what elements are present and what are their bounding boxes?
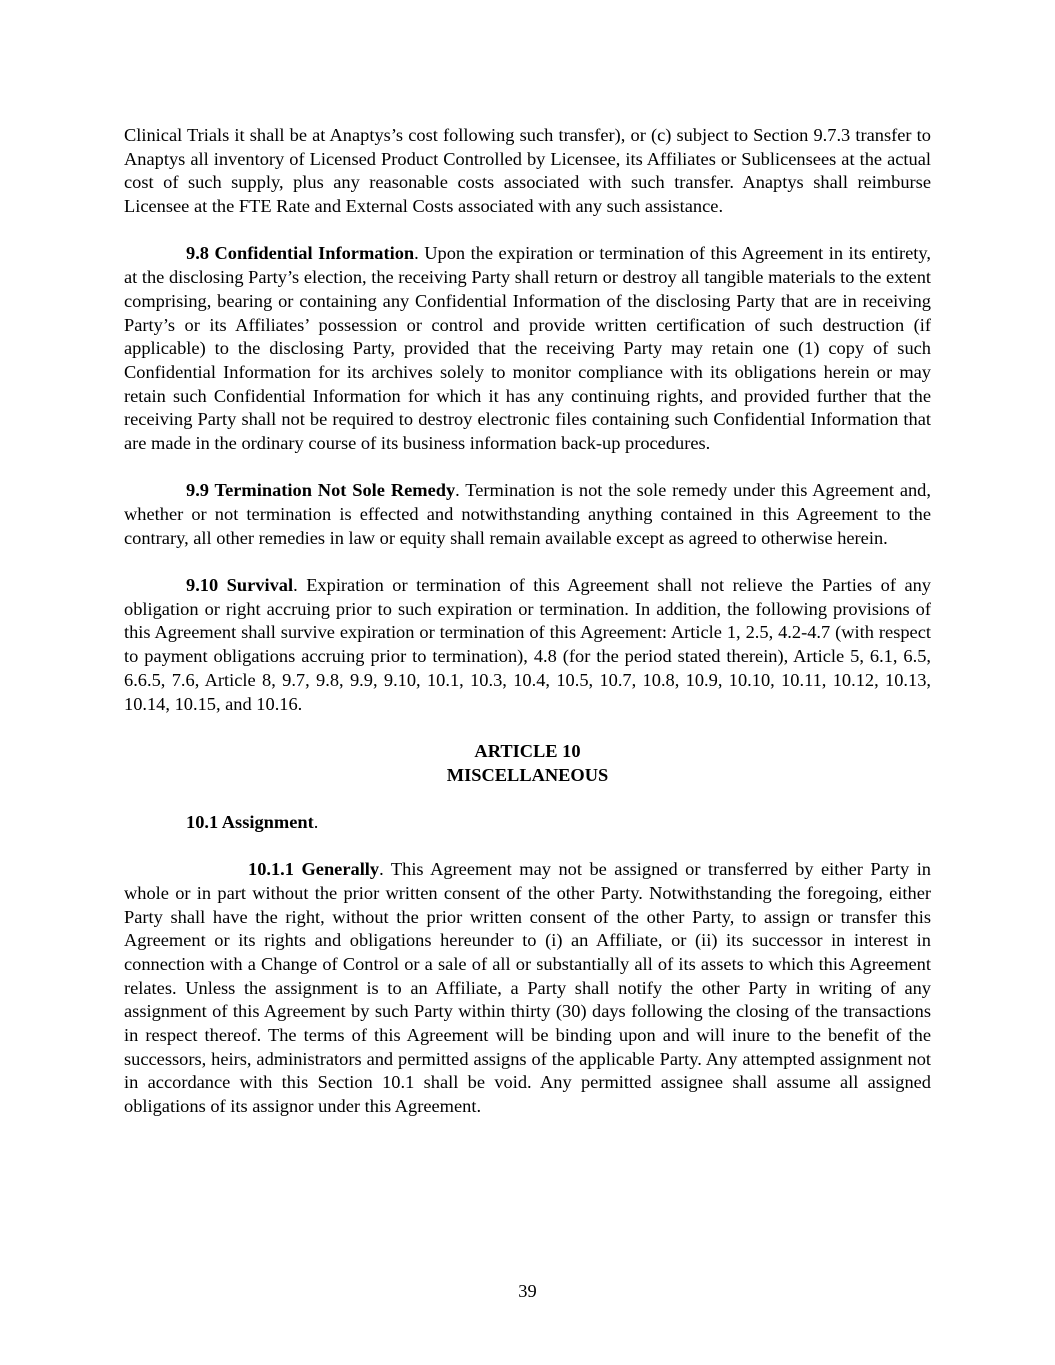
- section-9-8-text: . Upon the expiration or termination of this Agreement in its entirety, at the disclosing Party’s election, the receiving Party shall return or destroy all tangible materials to the extent comprising, bearing or containing any Confidential Information of the disclosing Party that are in receiving Party’s or its Affiliates’ possession or control and provide written certification of such destruction (if applicable) to the disclosing Party, provided that the receiving Party may retain one (1) copy of such Confidential Information for its archives solely to monitor compliance with its obligations herein or may retain such Confidential Information for which it has any continuing rights, and provided further that the receiving Party shall not be required to destroy electronic files containing such Confidential Information that are made in the ordinary course of its business information back-up procedures.: [124, 243, 931, 454]
- section-9-10-text: . Expiration or termination of this Agreement shall not relieve the Parties of any obligation or right accruing prior to such expiration or termination. In addition, the following provisions of this Agreement shall survive expiration or termination of this Agreement: Article 1, 2.5, 4.2-4.7 (with respect to payment obligations accruing prior to termination), 4.8 (for the period stated therein), Article 5, 6.1, 6.5, 6.6.5, 7.6, Article 8, 9.7, 9.8, 9.9, 9.10, 10.1, 10.3, 10.4, 10.5, 10.7, 10.8, 10.9, 10.10, 10.11, 10.12, 10.13, 10.14, 10.15, and 10.16.: [124, 575, 931, 714]
- section-9-9-heading: 9.9 Termination Not Sole Remedy: [186, 480, 456, 501]
- article-number: ARTICLE 10: [474, 740, 581, 761]
- section-10-1-paragraph: [124, 811, 931, 835]
- section-10-1-heading: 10.1 Assignment: [186, 811, 314, 832]
- article-heading: [124, 740, 931, 787]
- section-10-1-1-text: . This Agreement may not be assigned or transferred by either Party in whole or in part without the prior written consent of the other Party. Notwithstanding the foregoing, either Party shall have the right, without the prior written consent of the other Party, to assign or transfer this Agreement or its rights and obligations hereunder to (i) an Affiliate, or (ii) its successor in interest in connection with a Change of Control or a sale of all or substantially all of its assets to which this Agreement relates. Unless the assignment is to an Affiliate, a Party shall notify the other Party in writing of any assignment of this Agreement by such Party within thirty (30) days following the closing of the transactions in respect thereof. The terms of this Agreement will be binding upon and will inure to the benefit of the successors, heirs, administrators and permitted assigns of the applicable Party. Any attempted assignment not in accordance with this Section 10.1 shall be void. Any permitted assignee shall assume all assigned obligations of its assignor under this Agreement.: [124, 859, 931, 1117]
- page-number: 39: [518, 1281, 537, 1301]
- section-9-8-paragraph: [124, 242, 931, 455]
- continuation-text: Clinical Trials it shall be at Anaptys’s cost following such transfer), or (c) subject to Section 9.7.3 transfer to Anaptys all inventory of Licensed Product Controlled by Licensee, its Affiliates or Sublicensees at the actual cost of such supply, plus any reasonable costs associated with such transfer. Anaptys shall reimburse Licensee at the FTE Rate and External Costs associated with any such assistance.: [124, 125, 931, 217]
- document-page: [124, 124, 931, 1142]
- section-10-1-1-paragraph: [124, 858, 931, 1119]
- section-10-1-1-heading: 10.1.1 Generally: [248, 859, 380, 880]
- section-9-10-paragraph: [124, 574, 931, 716]
- section-10-1-text: .: [313, 811, 319, 832]
- continuation-paragraph: [124, 124, 931, 219]
- section-9-8-heading: 9.8 Confidential Information: [186, 243, 415, 264]
- article-title: MISCELLANEOUS: [446, 764, 609, 785]
- section-9-10-heading: 9.10 Survival: [186, 575, 294, 596]
- section-9-9-text: . Termination is not the sole remedy under this Agreement and, whether or not termination is effected and notwithstanding anything contained in this Agreement to the contrary, all other remedies in law or equity shall remain available except as agreed to otherwise herein.: [124, 480, 931, 548]
- section-9-9-paragraph: [124, 479, 931, 550]
